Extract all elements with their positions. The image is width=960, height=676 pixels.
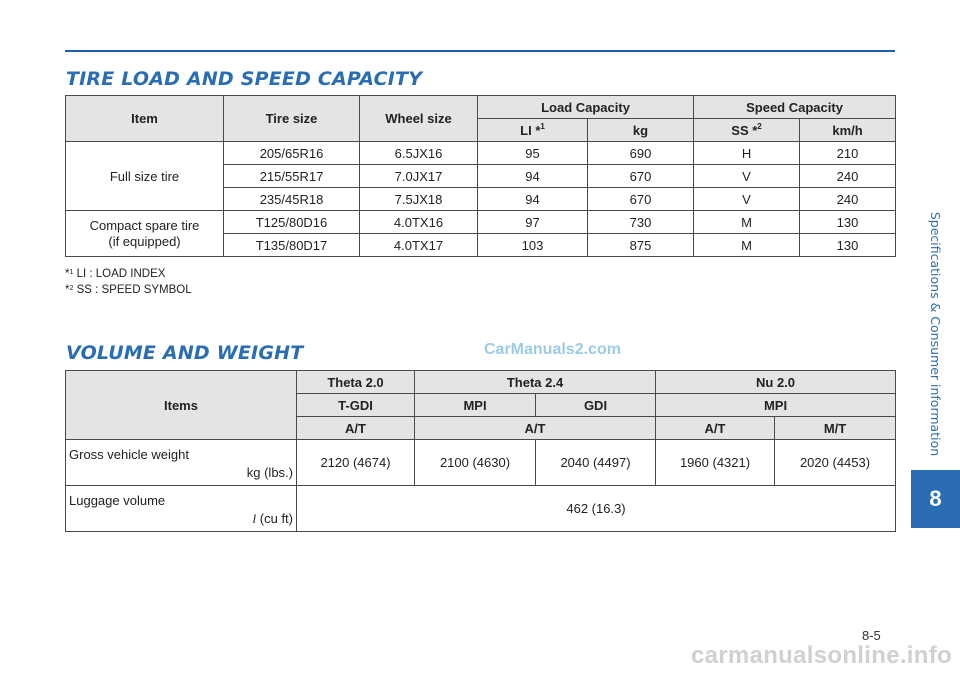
compact-line-1: Compact spare tire (89, 217, 200, 233)
compact-line-2: (if equipped) (108, 233, 181, 249)
cell-kg: 690 (588, 142, 694, 165)
header-load-capacity: Load Capacity (478, 96, 694, 119)
header-at-theta24: A/T (415, 417, 656, 440)
group-compact-spare-tire (66, 211, 224, 257)
cell-wheel-size: 7.0JX17 (360, 165, 478, 188)
table-row (66, 211, 896, 234)
cell-kmh: 130 (800, 211, 896, 234)
header-theta-2-0: Theta 2.0 (297, 371, 415, 394)
label-luggage-volume (66, 486, 297, 532)
cell-li: 94 (478, 165, 588, 188)
cell-tire-size: T135/80D17 (224, 234, 360, 257)
cell-kmh: 210 (800, 142, 896, 165)
cell-gross-weight: 2120 (4674) (297, 440, 415, 486)
cell-li: 97 (478, 211, 588, 234)
cell-gross-weight: 2100 (4630) (415, 440, 536, 486)
header-at-nu: A/T (656, 417, 775, 440)
luggage-volume-unit: l (cu ft) (252, 511, 293, 526)
header-theta-2-4: Theta 2.4 (415, 371, 656, 394)
cell-gross-weight: 1960 (4321) (656, 440, 775, 486)
page-number: 8-5 (862, 628, 881, 643)
top-rule (65, 50, 895, 52)
cell-kmh: 240 (800, 188, 896, 211)
table-row (66, 486, 896, 532)
cell-li: 94 (478, 188, 588, 211)
cell-kg: 670 (588, 188, 694, 211)
header-tire-size: Tire size (224, 96, 360, 142)
cell-li: 95 (478, 142, 588, 165)
cell-ss: M (694, 211, 800, 234)
header-speed-capacity: Speed Capacity (694, 96, 896, 119)
cell-gross-weight: 2020 (4453) (775, 440, 896, 486)
cell-luggage-volume: 462 (16.3) (297, 486, 896, 532)
cell-wheel-size: 4.0TX17 (360, 234, 478, 257)
table-row (66, 440, 896, 486)
cell-kmh: 130 (800, 234, 896, 257)
section-title-tire-load: TIRE LOAD AND SPEED CAPACITY (66, 68, 423, 90)
header-ss: SS *$^2$ (694, 119, 800, 142)
header-items: Items (66, 371, 297, 440)
volume-weight-table (65, 370, 896, 532)
cell-gross-weight: 2040 (4497) (536, 440, 656, 486)
cell-kg: 670 (588, 165, 694, 188)
footnote-li: *$^1$ LI : LOAD INDEX (65, 268, 166, 280)
cell-li: 103 (478, 234, 588, 257)
cell-wheel-size: 4.0TX16 (360, 211, 478, 234)
gross-weight-label: Gross vehicle weight (69, 447, 189, 462)
cell-kmh: 240 (800, 165, 896, 188)
header-item: Item (66, 96, 224, 142)
header-at-tgdi: A/T (297, 417, 415, 440)
cell-wheel-size: 6.5JX16 (360, 142, 478, 165)
header-tgdi: T-GDI (297, 394, 415, 417)
cell-tire-size: T125/80D16 (224, 211, 360, 234)
cell-kg: 875 (588, 234, 694, 257)
header-nu-2-0: Nu 2.0 (656, 371, 896, 394)
chapter-side-label: Specifications & Consumer information (928, 211, 943, 457)
label-gross-vehicle-weight (66, 440, 297, 486)
footnote-ss: *$^2$ SS : SPEED SYMBOL (65, 284, 192, 296)
cell-ss: V (694, 188, 800, 211)
chapter-tab[interactable]: 8 (911, 470, 960, 528)
group-full-size-tire: Full size tire (66, 142, 224, 211)
cell-wheel-size: 7.5JX18 (360, 188, 478, 211)
table-header-row (66, 371, 896, 394)
footnotes (65, 266, 192, 298)
header-mt-nu: M/T (775, 417, 896, 440)
watermark-carmanualsonline: carmanualsonline.info (690, 642, 952, 669)
header-mpi: MPI (415, 394, 536, 417)
cell-tire-size: 235/45R18 (224, 188, 360, 211)
table-row (66, 142, 896, 165)
header-wheel-size: Wheel size (360, 96, 478, 142)
watermark-carmanuals2: CarManuals2.com (484, 341, 621, 358)
luggage-volume-label: Luggage volume (69, 493, 166, 508)
header-kmh: km/h (800, 119, 896, 142)
gross-weight-unit: kg (lbs.) (246, 465, 293, 480)
header-li: LI *$^1$ (478, 119, 588, 142)
header-kg: kg (588, 119, 694, 142)
cell-kg: 730 (588, 211, 694, 234)
cell-tire-size: 205/65R16 (224, 142, 360, 165)
cell-ss: H (694, 142, 800, 165)
cell-tire-size: 215/55R17 (224, 165, 360, 188)
cell-ss: V (694, 165, 800, 188)
header-mpi-nu: MPI (656, 394, 896, 417)
table-header-row (66, 96, 896, 119)
tire-load-speed-table (65, 95, 896, 257)
header-gdi: GDI (536, 394, 656, 417)
section-title-volume-weight: VOLUME AND WEIGHT (66, 342, 304, 364)
cell-ss: M (694, 234, 800, 257)
